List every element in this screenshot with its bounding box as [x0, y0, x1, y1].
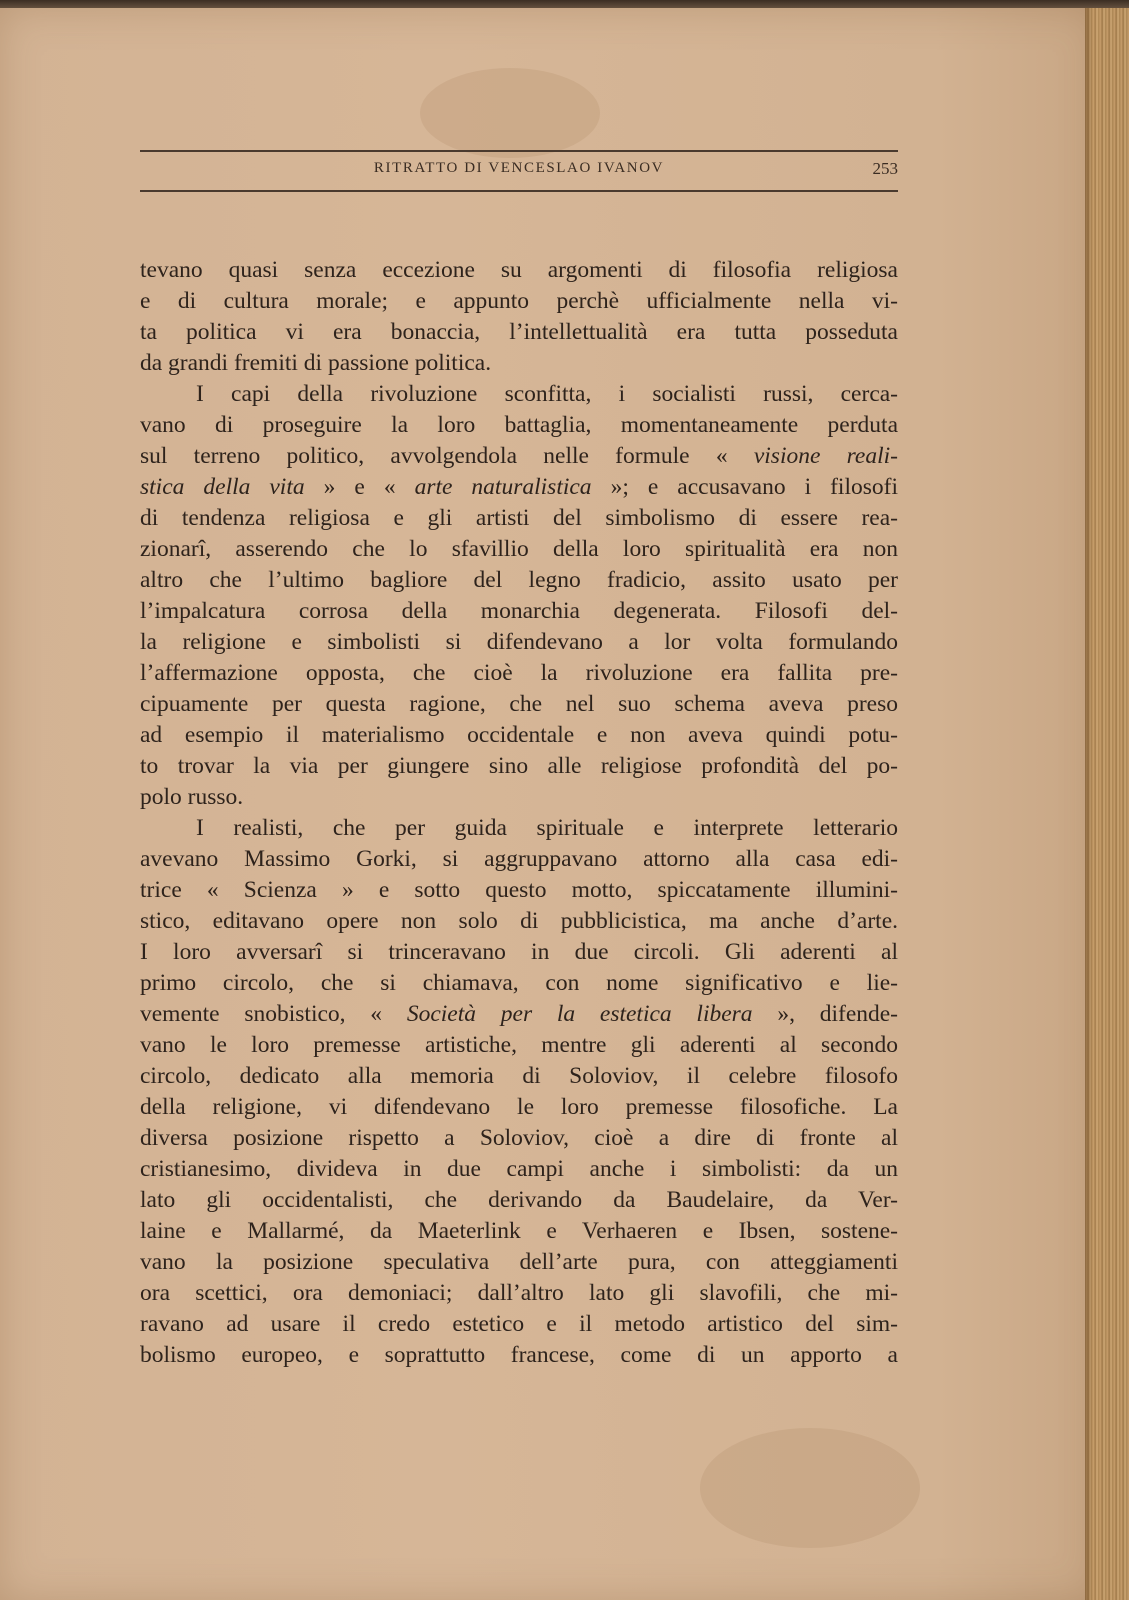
text-line: vano di proseguire la loro battaglia, momentaneamente perduta — [140, 412, 898, 438]
italic-span: stica della vita — [140, 474, 305, 500]
running-title: RITRATTO DI VENCESLAO IVANOV — [373, 160, 665, 176]
text-line: ad esempio il materialismo occidentale e non aveva quindi potu- — [140, 722, 898, 748]
page-number: 253 — [872, 159, 898, 178]
header-top-rule — [140, 150, 898, 152]
text-line: altro che l’ultimo bagliore del legno fradicio, assito usato per — [140, 567, 898, 593]
text-line: la religione e simbolisti si difendevano a lor volta formulando — [140, 629, 898, 655]
text-line: vano le loro premesse artistiche, mentre gli aderenti al secondo — [140, 1032, 898, 1058]
text-line — [140, 472, 898, 503]
text-line — [140, 441, 898, 472]
text-line: l’affermazione opposta, che cioè la rivoluzione era fallita pre- — [140, 660, 898, 686]
paper-stain — [420, 68, 600, 158]
text-span: sul terreno politico, avvolgendola nelle formule « — [140, 443, 754, 469]
text-line: ravano ad usare il credo estetico e il metodo artistico del sim- — [140, 1311, 898, 1337]
text-line: cipuamente per questa ragione, che nel suo schema aveva preso — [140, 691, 898, 717]
header-bottom-rule — [140, 190, 898, 192]
text-span: »; e accusavano i filosofi — [591, 474, 898, 500]
text-line: stico, editavano opere non solo di pubblicistica, ma anche d’arte. — [140, 908, 898, 934]
text-line: l’impalcatura corrosa della monarchia degenerata. Filosofi del- — [140, 598, 898, 624]
text-line: cristianesimo, divideva in due campi anche i simbolisti: da un — [140, 1156, 898, 1182]
text-line: I capi della rivoluzione sconfitta, i socialisti russi, cerca- — [196, 381, 898, 407]
text-line: primo circolo, che si chiamava, con nome significativo e lie- — [140, 970, 898, 996]
italic-span: arte naturalistica — [414, 474, 592, 500]
page-edge-stack — [1085, 8, 1129, 1600]
italic-span: Società per la estetica libera — [406, 1001, 753, 1027]
text-line: della religione, vi difendevano le loro premesse filosofiche. La — [140, 1094, 898, 1120]
paper-stain — [700, 1428, 920, 1548]
text-line: diversa posizione rispetto a Soloviov, cioè a dire di fronte al — [140, 1125, 898, 1151]
text-line: polo russo. — [140, 784, 244, 810]
running-header — [140, 150, 898, 190]
text-line: di tendenza religiosa e gli artisti del simbolismo di essere rea- — [140, 505, 898, 531]
text-line: zionarî, asserendo che lo sfavillio della loro spiritualità era non — [140, 536, 898, 562]
text-line: lato gli occidentalisti, che derivando da Baudelaire, da Ver- — [140, 1187, 898, 1213]
text-line: vano la posizione speculativa dell’arte pura, con atteggiamenti — [140, 1249, 898, 1275]
text-span: », difende- — [752, 1001, 898, 1027]
text-line: I loro avversarî si trinceravano in due circoli. Gli aderenti al — [140, 939, 898, 965]
text-line: bolismo europeo, e soprattutto francese, come di un apporto a — [140, 1342, 898, 1368]
text-line: da grandi fremiti di passione politica. — [140, 350, 492, 376]
text-span: vemente snobistico, « — [140, 1001, 407, 1027]
italic-span: visione reali- — [753, 443, 899, 469]
text-line: circolo, dedicato alla memoria di Soloviov, il celebre filosofo — [140, 1063, 898, 1089]
body-text — [140, 255, 898, 1371]
text-line — [140, 999, 898, 1030]
text-line: e di cultura morale; e appunto perchè ufficialmente nella vi- — [140, 288, 898, 314]
text-line: ta politica vi era bonaccia, l’intellettualità era tutta posseduta — [140, 319, 898, 345]
text-line: avevano Massimo Gorki, si aggruppavano attorno alla casa edi- — [140, 846, 898, 872]
text-line: laine e Mallarmé, da Maeterlink e Verhaeren e Ibsen, sostene- — [140, 1218, 898, 1244]
text-line: trice « Scienza » e sotto questo motto, spiccatamente illumini- — [140, 877, 898, 903]
text-line: I realisti, che per guida spirituale e interprete letterario — [196, 815, 898, 841]
text-span: » e « — [304, 474, 415, 500]
text-line: to trovar la via per giungere sino alle religiose profondità del po- — [140, 753, 898, 779]
text-line: tevano quasi senza eccezione su argomenti di filosofia religiosa — [140, 257, 898, 283]
text-line: ora scettici, ora demoniaci; dall’altro lato gli slavofili, che mi- — [140, 1280, 898, 1306]
